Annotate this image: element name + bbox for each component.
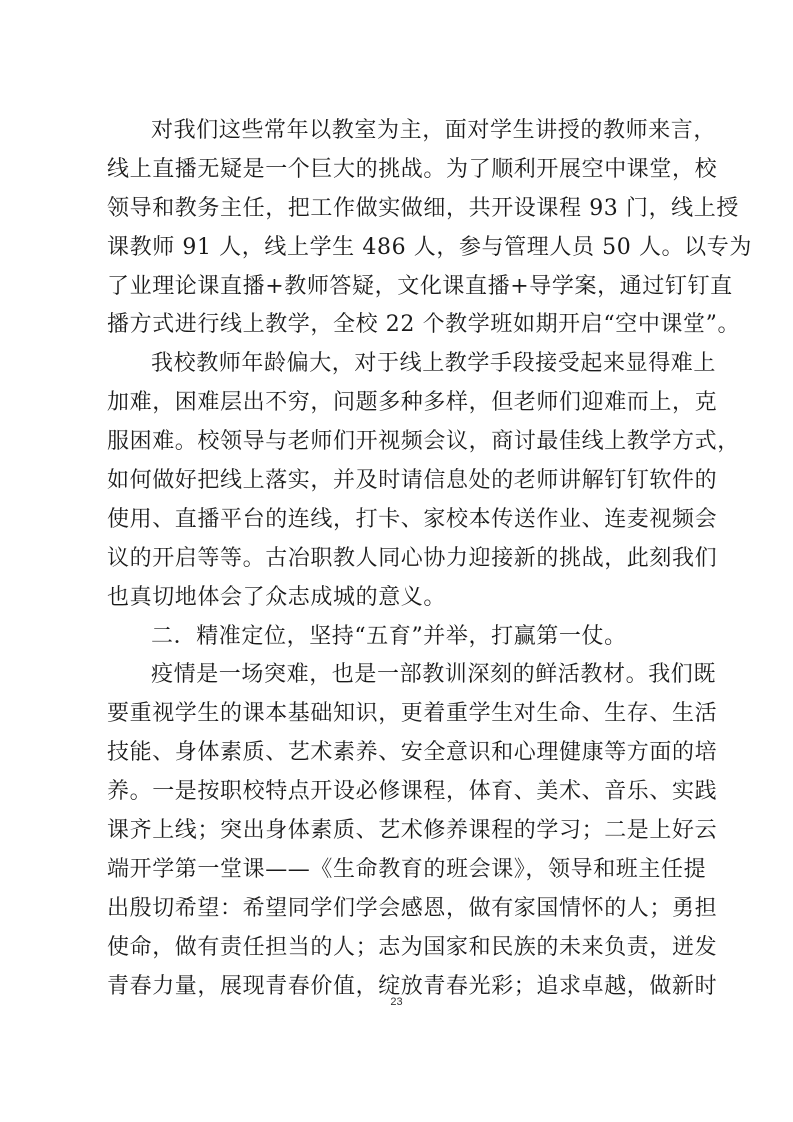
text-line: 要重视学生的课本基础知识，更着重学生对生命、生存、生活 bbox=[107, 701, 718, 727]
text-line: 播方式进行线上教学，全校 22 个教学班如期开启“空中课堂”。 bbox=[107, 312, 741, 338]
text-line: 端开学第一堂课——《生命教育的班会课》，领导和班主任提 bbox=[107, 856, 707, 882]
text-line: 议的开启等等。古冶职教人同心协力迎接新的挑战，此刻我们 bbox=[107, 545, 718, 571]
text-line: 疫情是一场突难，也是一部教训深刻的鲜活教材。我们既 bbox=[151, 662, 717, 688]
page-number: 23 bbox=[390, 996, 403, 1008]
text-line: 青春力量，展现青春价值，绽放青春光彩；追求卓越，做新时 bbox=[107, 973, 718, 999]
text-line: 使用、直播平台的连线，打卡、家校本传送作业、连麦视频会 bbox=[107, 506, 718, 532]
body-text bbox=[107, 112, 752, 1006]
text-line: 加难，困难层出不穷，问题多种多样，但老师们迎难而上，克 bbox=[107, 390, 718, 416]
text-line: 对我们这些常年以教室为主，面对学生讲授的教师来言， bbox=[151, 118, 717, 143]
text-line: 领导和教务主任，把工作做实做细，共开设课程 93 门，线上授 bbox=[107, 195, 739, 221]
text-line: 服困难。校领导与老师们开视频会议，商讨最佳线上教学方式， bbox=[107, 429, 740, 455]
text-line: 如何做好把线上落实，并及时请信息处的老师讲解钉钉软件的 bbox=[107, 468, 718, 494]
text-line: 使命，做有责任担当的人；志为国家和民族的未来负责，迸发 bbox=[107, 934, 718, 960]
text-line: 我校教师年龄偏大，对于线上教学手段接受起来显得难上 bbox=[151, 351, 717, 377]
text-line: 出殷切希望：希望同学们学会感恩，做有家国情怀的人；勇担 bbox=[107, 895, 718, 921]
text-line: 养。一是按职校特点开设必修课程，体育、美术、音乐、实践 bbox=[107, 779, 718, 805]
text-line: 线上直播无疑是一个巨大的挑战。为了顺利开展空中课堂，校 bbox=[107, 156, 718, 182]
text-line: 也真切地体会了众志成城的意义。 bbox=[107, 584, 447, 610]
text-line: 技能、身体素质、艺术素养、安全意识和心理健康等方面的培 bbox=[107, 740, 718, 766]
text-line: 二．精准定位，坚持“五育”并举，打赢第一仗。 bbox=[151, 623, 627, 649]
text-line: 课齐上线；突出身体素质、艺术修养课程的学习；二是上好云 bbox=[107, 818, 718, 844]
text-line: 了业理论课直播+教师答疑，文化课直播+导学案，通过钉钉直 bbox=[107, 273, 733, 299]
text-line: 课教师 91 人，线上学生 486 人，参与管理人员 50 人。以专为 bbox=[107, 234, 752, 260]
